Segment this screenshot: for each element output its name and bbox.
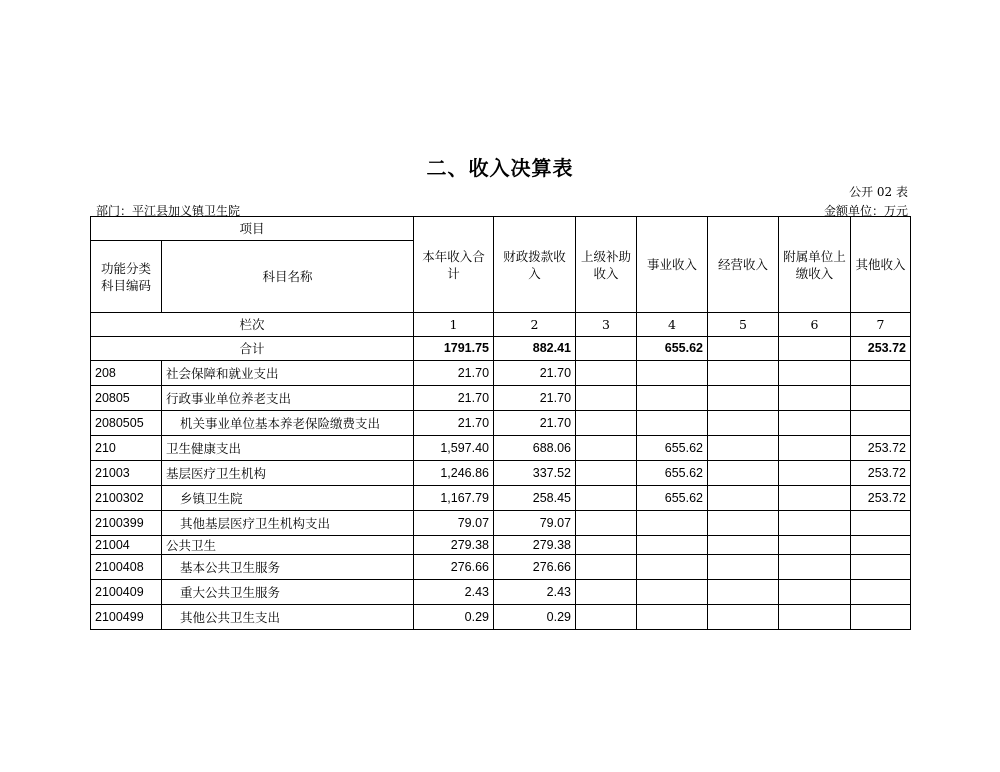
amount-cell [851, 411, 911, 436]
amount-cell: 655.62 [637, 436, 708, 461]
amount-cell [708, 436, 779, 461]
subject-name: 机关事业单位基本养老保险缴费支出 [162, 411, 414, 436]
amount-cell [851, 536, 911, 555]
amount-cell: 655.62 [637, 486, 708, 511]
header-col-affiliated-unit-income: 附属单位上缴收入 [779, 217, 851, 313]
amount-cell: 79.07 [494, 511, 576, 536]
amount-cell [779, 580, 851, 605]
amount-cell: 1,597.40 [414, 436, 494, 461]
department-label: 部门：平江县加义镇卫生院 [96, 204, 241, 218]
amount-cell [576, 461, 637, 486]
amount-cell [637, 605, 708, 630]
table-row [91, 461, 911, 486]
amount-cell [708, 536, 779, 555]
total-label: 合计 [91, 337, 414, 361]
amount-cell [708, 461, 779, 486]
table-row [91, 361, 911, 386]
subject-code: 210 [91, 436, 162, 461]
amount-cell: 1,167.79 [414, 486, 494, 511]
amount-cell [637, 580, 708, 605]
subject-name: 公共卫生 [162, 536, 414, 555]
subject-code: 21003 [91, 461, 162, 486]
total-cell [708, 337, 779, 361]
header-col-total-income: 本年收入合计 [414, 217, 494, 313]
amount-cell [779, 605, 851, 630]
amount-cell [779, 361, 851, 386]
table-row [91, 580, 911, 605]
page-title: 二、收入决算表 [426, 156, 574, 180]
header-col-business-income: 事业收入 [637, 217, 708, 313]
table-row [91, 555, 911, 580]
amount-cell [637, 555, 708, 580]
amount-cell [708, 486, 779, 511]
col-number: 6 [779, 313, 851, 337]
amount-cell [851, 555, 911, 580]
amount-cell [576, 436, 637, 461]
amount-cell: 337.52 [494, 461, 576, 486]
amount-cell: 0.29 [414, 605, 494, 630]
amount-cell [576, 386, 637, 411]
table-row [91, 605, 911, 630]
amount-cell [637, 386, 708, 411]
amount-cell: 21.70 [414, 386, 494, 411]
amount-cell [576, 511, 637, 536]
subject-code: 2100302 [91, 486, 162, 511]
amount-cell [637, 361, 708, 386]
header-func-code: 功能分类科目编码 [91, 241, 162, 313]
amount-cell [576, 605, 637, 630]
amount-cell [708, 555, 779, 580]
subject-code: 208 [91, 361, 162, 386]
lanci-label: 栏次 [91, 313, 414, 337]
amount-cell [779, 461, 851, 486]
amount-cell: 253.72 [851, 486, 911, 511]
total-cell: 1791.75 [414, 337, 494, 361]
amount-cell [637, 536, 708, 555]
col-number: 4 [637, 313, 708, 337]
header-row-project [91, 217, 911, 241]
amount-cell: 0.29 [494, 605, 576, 630]
amount-cell [779, 555, 851, 580]
subject-name: 卫生健康支出 [162, 436, 414, 461]
amount-cell: 688.06 [494, 436, 576, 461]
header-project: 项目 [91, 217, 414, 241]
amount-unit-label: 金额单位：万元 [823, 204, 908, 218]
header-col-fiscal-appropriation: 财政拨款收入 [494, 217, 576, 313]
amount-cell [708, 605, 779, 630]
amount-cell [576, 486, 637, 511]
total-row [91, 337, 911, 361]
table-row [91, 411, 911, 436]
amount-cell: 21.70 [414, 361, 494, 386]
subject-name: 其他公共卫生支出 [162, 605, 414, 630]
header-col-operating-income: 经营收入 [708, 217, 779, 313]
table-row [91, 511, 911, 536]
amount-cell [779, 411, 851, 436]
subject-name: 行政事业单位养老支出 [162, 386, 414, 411]
column-number-row [91, 313, 911, 337]
income-settlement-table [90, 216, 911, 630]
amount-cell [637, 511, 708, 536]
total-cell: 655.62 [637, 337, 708, 361]
amount-cell [576, 411, 637, 436]
amount-cell: 21.70 [494, 411, 576, 436]
amount-cell [576, 361, 637, 386]
total-cell [779, 337, 851, 361]
total-cell: 882.41 [494, 337, 576, 361]
amount-cell [851, 361, 911, 386]
col-number: 7 [851, 313, 911, 337]
col-number: 5 [708, 313, 779, 337]
amount-cell [851, 580, 911, 605]
amount-cell: 253.72 [851, 436, 911, 461]
table-row [91, 386, 911, 411]
amount-cell: 655.62 [637, 461, 708, 486]
amount-cell: 21.70 [494, 361, 576, 386]
amount-cell: 21.70 [494, 386, 576, 411]
amount-cell [779, 386, 851, 411]
amount-cell [708, 580, 779, 605]
subject-code: 2100408 [91, 555, 162, 580]
total-cell: 253.72 [851, 337, 911, 361]
amount-cell: 279.38 [414, 536, 494, 555]
subject-name: 基层医疗卫生机构 [162, 461, 414, 486]
table-row [91, 436, 911, 461]
amount-cell [637, 411, 708, 436]
col-number: 1 [414, 313, 494, 337]
amount-cell: 2.43 [494, 580, 576, 605]
table-body [91, 217, 911, 630]
amount-cell [708, 386, 779, 411]
amount-cell [708, 511, 779, 536]
col-number: 3 [576, 313, 637, 337]
subject-code: 2100399 [91, 511, 162, 536]
subject-code: 2100409 [91, 580, 162, 605]
amount-cell: 79.07 [414, 511, 494, 536]
amount-cell: 2.43 [414, 580, 494, 605]
subject-name: 乡镇卫生院 [162, 486, 414, 511]
header-col-superior-subsidy: 上级补助收入 [576, 217, 637, 313]
amount-cell [708, 411, 779, 436]
subject-name: 社会保障和就业支出 [162, 361, 414, 386]
amount-cell [851, 511, 911, 536]
amount-cell: 279.38 [494, 536, 576, 555]
amount-cell: 276.66 [414, 555, 494, 580]
amount-cell [576, 580, 637, 605]
subject-name: 重大公共卫生服务 [162, 580, 414, 605]
amount-cell: 1,246.86 [414, 461, 494, 486]
subject-code: 2100499 [91, 605, 162, 630]
col-number: 2 [494, 313, 576, 337]
subject-name: 基本公共卫生服务 [162, 555, 414, 580]
header-subject-name: 科目名称 [162, 241, 414, 313]
amount-cell: 258.45 [494, 486, 576, 511]
amount-cell [779, 536, 851, 555]
amount-cell [708, 361, 779, 386]
table-row [91, 536, 911, 555]
amount-cell [779, 436, 851, 461]
amount-cell [576, 555, 637, 580]
amount-cell: 253.72 [851, 461, 911, 486]
amount-cell [779, 511, 851, 536]
total-cell [576, 337, 637, 361]
amount-cell [779, 486, 851, 511]
table-row [91, 486, 911, 511]
subject-code: 20805 [91, 386, 162, 411]
subject-name: 其他基层医疗卫生机构支出 [162, 511, 414, 536]
amount-cell [851, 386, 911, 411]
amount-cell [576, 536, 637, 555]
subject-code: 2080505 [91, 411, 162, 436]
header-col-other-income: 其他收入 [851, 217, 911, 313]
amount-cell [851, 605, 911, 630]
subject-code: 21004 [91, 536, 162, 555]
amount-cell: 276.66 [494, 555, 576, 580]
form-number: 公开 02 表 [849, 185, 908, 199]
amount-cell: 21.70 [414, 411, 494, 436]
